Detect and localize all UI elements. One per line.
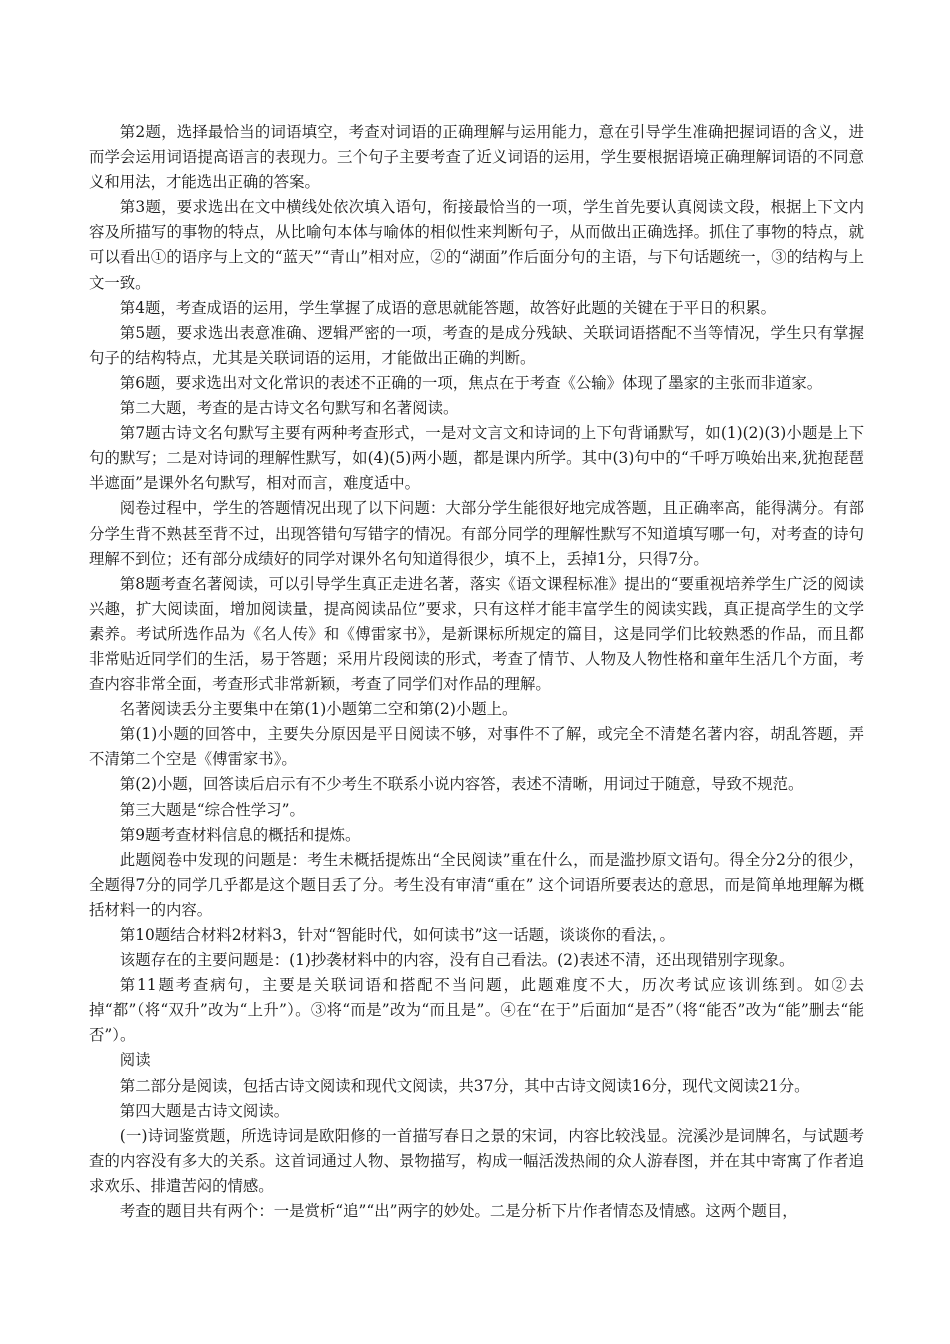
paragraph: 第7题古诗文名句默写主要有两种考查形式，一是对文言文和诗词的上下句背诵默写，如(1)(2)(3)小题是上下句的默写；二是对诗词的理解性默写，如(4)(5)两小题，都是课内所学。其中(3)句中的“千呼万唤始出来,犹抱琵琶半遮面”是课外名句默写，相对而言，难度适中。 [89,424,864,493]
paragraph: (一)诗词鉴赏题，所选诗词是欧阳修的一首描写春日之景的宋词，内容比较浅显。浣溪沙是词牌名，与试题考查的内容没有多大的关系。这首词通过人物、景物描写，构成一幅活泼热闹的众人游春图，并在其中寄寓了作者追求欢乐、排遣苦闷的情感。 [89,1126,864,1195]
paragraph: 第四大题是古诗文阅读。 [119,1101,290,1120]
paragraph: 名著阅读丢分主要集中在第(1)小题第二空和第(2)小题上。 [119,700,518,719]
document-body [89,120,864,1224]
paragraph: 考查的题目共有两个：一是赏析“追”“出”两字的妙处。二是分析下片作者情态及情感。这两个题目， [119,1202,798,1221]
paragraph: 第二大题，考查的是古诗文名句默写和名著阅读。 [119,399,459,418]
paragraph: 第三大题是“综合性学习”。 [119,800,305,819]
section-heading: 阅读 [119,1051,151,1070]
paragraph: 第(2)小题，回答读后启示有不少考生不联系小说内容答，表述不清晰，用词过于随意，导致不规范。 [119,775,804,794]
paragraph: 第8题考查名著阅读，可以引导学生真正走进名著，落实《语文课程标准》提出的“要重视培养学生广泛的阅读兴趣，扩大阅读面，增加阅读量，提高阅读品位”要求，只有这样才能丰富学生的阅读实践，真正提高学生的文学素养。考试所选作品为《名人传》和《傅雷家书》，是新课标所规定的篇目，这是同学们比较熟悉的作品，而且都非常贴近同学们的生活，易于答题；采用片段阅读的形式，考查了情节、人物及人物性格和童年生活几个方面，考查内容非常全面，考查形式非常新颖，考查了同学们对作品的理解。 [89,574,864,694]
paragraph: 阅卷过程中，学生的答题情况出现了以下问题：大部分学生能很好地完成答题，且正确率高，能得满分。有部分学生背不熟甚至背不过，出现答错句写错字的情况。有部分同学的理解性默写不知道填写哪一句，对考查的诗句理解不到位；还有部分成绩好的同学对课外名句知道得很少，填不上，丢掉1分，只得7分。 [89,499,864,568]
paragraph: 第二部分是阅读，包括古诗文阅读和现代文阅读，共37分，其中古诗文阅读16分，现代文阅读21分。 [119,1076,810,1095]
paragraph: 第10题结合材料2材料3，针对“智能时代，如何读书”这一话题，谈谈你的看法，。 [119,926,675,944]
paragraph: 此题阅卷中发现的问题是：考生未概括提炼出“全民阅读”重在什么，而是滥抄原文语句。得全分2分的很少，全题得7分的同学几乎都是这个题目丢了分。考生没有审清“重在” 这个词语所要表达的意思，而是简单地理解为概括材料一的内容。 [89,850,864,919]
paragraph: 第6题，要求选出对文化常识的表述不正确的一项，焦点在于考查《公输》体现了墨家的主张而非道家。 [119,373,823,392]
paragraph: 第3题，要求选出在文中横线处依次填入语句，衔接最恰当的一项，学生首先要认真阅读文段，根据上下文内容及所描写的事物的特点，从比喻句本体与喻体的相似性来判断句子，从而做出正确选择。抓住了事物的特点，就可以看出①的语序与上文的“蓝天”“青山”相对应，②的“湖面”作后面分句的主语，与下句话题统一，③的结构与上文一致。 [89,198,864,292]
paragraph: 第4题，考查成语的运用，学生掌握了成语的意思就能答题，故答好此题的关键在于平日的积累。 [119,298,776,317]
paragraph: 第9题考查材料信息的概括和提炼。 [119,825,361,844]
paragraph: 第11题考查病句，主要是关联词语和搭配不当问题，此题难度不大，历次考试应该训练到。如②去掉“都”（将“双升”改为“上升”）。③将“而是”改为“而且是”。④在“在于”后面加“是否”（将“能否”改为“能”删去“能否”）。 [89,976,864,1045]
paragraph: 第(1)小题的回答中，主要失分原因是平日阅读不够，对事件不了解，或完全不清楚名著内容，胡乱答题，弄不清第二个空是《傅雷家书》。 [89,725,864,769]
paragraph: 第2题，选择最恰当的词语填空，考查对词语的正确理解与运用能力，意在引导学生准确把握词语的含义，进而学会运用词语提高语言的表现力。三个句子主要考查了近义词语的运用，学生要根据语境正确理解词语的不同意义和用法，才能选出正确的答案。 [89,123,864,192]
paragraph: 第5题，要求选出表意准确、逻辑严密的一项，考查的是成分残缺、关联词语搭配不当等情况，学生只有掌握句子的结构特点，尤其是关联词语的运用，才能做出正确的判断。 [89,323,864,367]
paragraph: 该题存在的主要问题是：(1)抄袭材料中的内容，没有自己看法。(2)表述不清，还出现错别字现象。 [119,951,795,970]
